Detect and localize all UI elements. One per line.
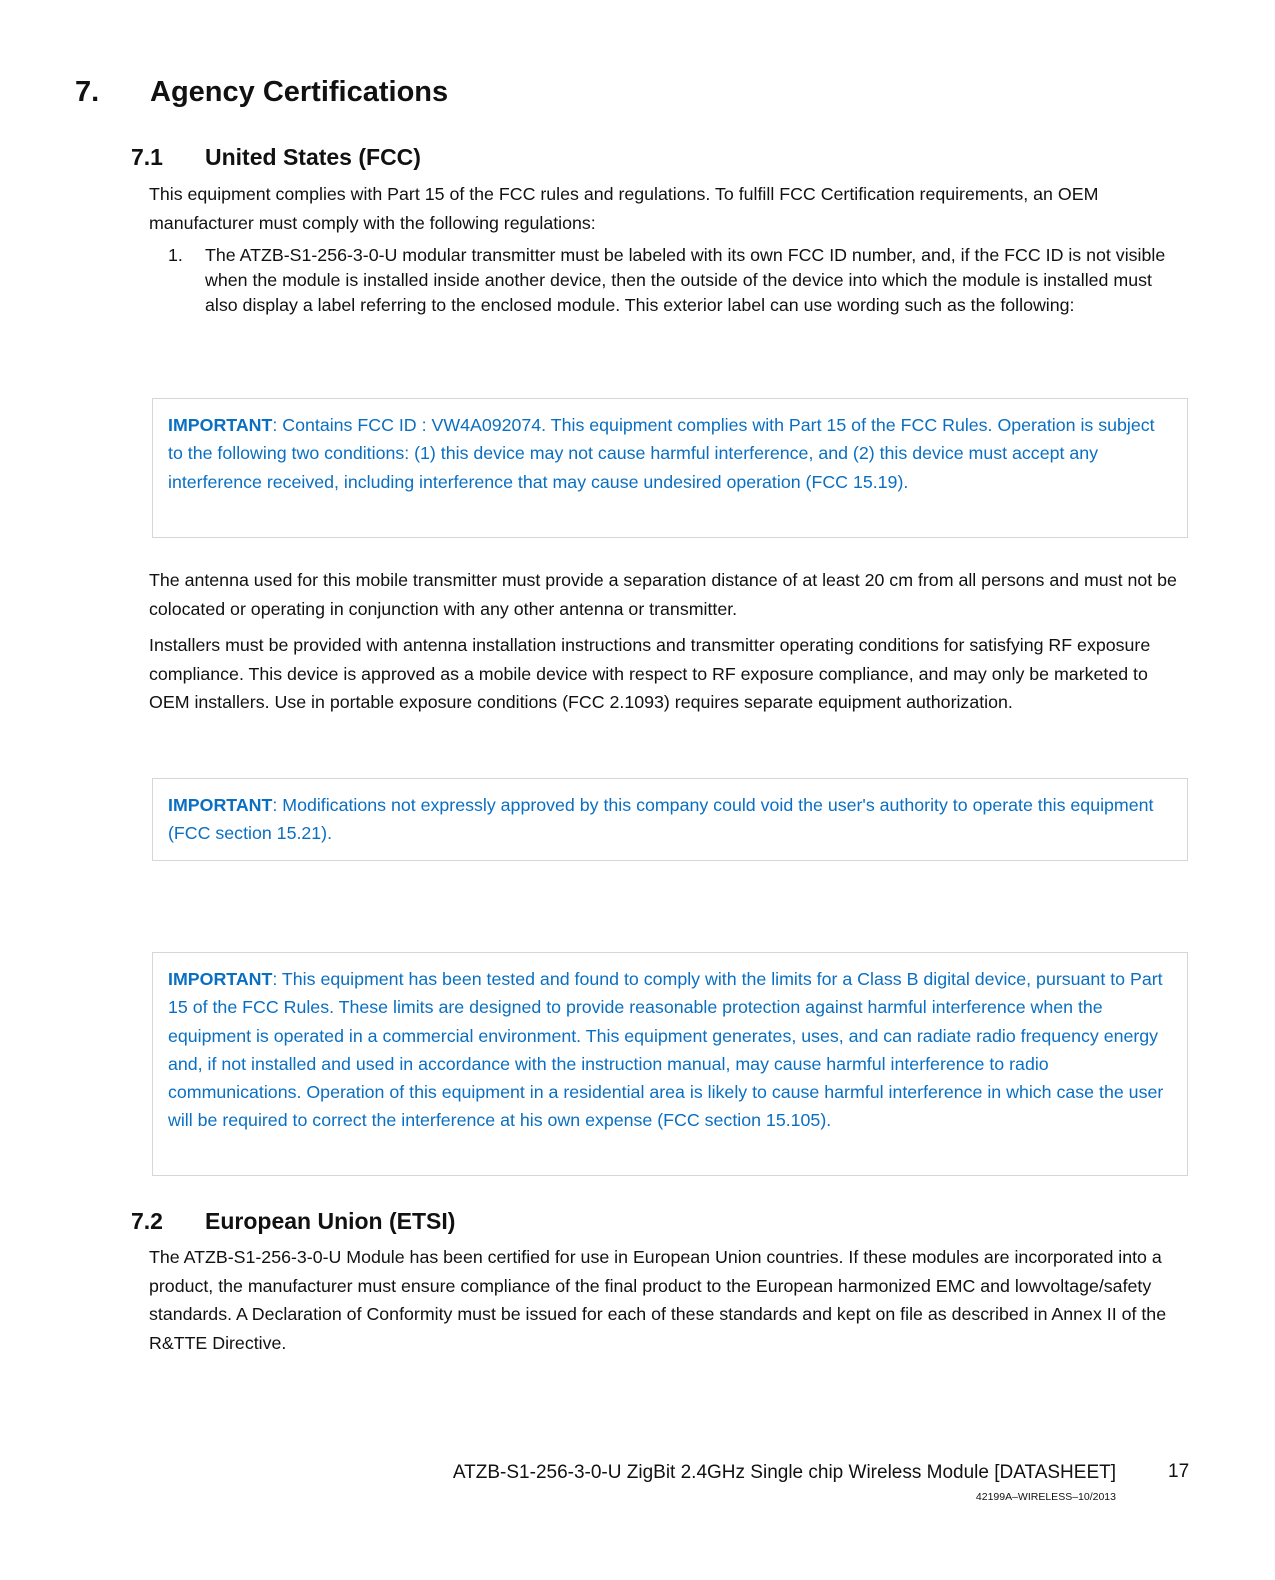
section-7-1-title: United States (FCC)	[205, 144, 421, 170]
important-notice-text: : Contains FCC ID : VW4A092074. This equipment complies with Part 15 of the FCC Rules. Operation is subject to the following two conditions: (1) this device may not cause harmful interference, and (2) this device must accept any interference received, including interference that may cause undesired operation (FCC 15.19).	[168, 415, 1155, 492]
section-7-2-number: 7.2	[131, 1208, 163, 1234]
section-7-heading	[75, 76, 448, 109]
section-7-1-number: 7.1	[131, 144, 163, 170]
important-label: IMPORTANT	[168, 415, 273, 435]
etsi-paragraph: The ATZB-S1-256-3-0-U Module has been certified for use in European Union countries. If these modules are incorporated into a product, the manufacturer must ensure compliance of the final product to the European harmonized EMC and lowvoltage/safety standards. A Declaration of Conformity must be issued for each of these standards and kept on file as described in Annex II of the R&TTE Directive.	[149, 1247, 1167, 1353]
important-notice-text: : This equipment has been tested and found to comply with the limits for a Class B digital device, pursuant to Part 15 of the FCC Rules. These limits are designed to provide reasonable protection against harmful interference when the equipment is operated in a commercial environment. This equipment generates, uses, and can radiate radio frequency energy and, if not installed and used in accordance with the instruction manual, may cause harmful interference to radio communications. Operation of this equipment in a residential area is likely to cause harmful interference in which case the user will be required to correct the interference at his own expense (FCC section 15.105).	[168, 969, 1164, 1131]
important-notice-fcc-id	[152, 398, 1188, 538]
section-7-1-heading	[131, 144, 421, 171]
footer-document-id: 42199A–WIRELESS–10/2013	[975, 1491, 1116, 1503]
list-item-text: The ATZB-S1-256-3-0-U modular transmitter must be labeled with its own FCC ID number, and, if the FCC ID is not visible when the module is installed inside another device, then the outside of the device into which the module is installed must also display a label referring to the enclosed module. This exterior label can use wording such as the following:	[205, 245, 1166, 315]
important-label: IMPORTANT	[168, 969, 273, 989]
section-7-2-heading	[131, 1208, 455, 1235]
important-notice-modifications	[152, 778, 1188, 861]
important-notice-text: : Modifications not expressly approved by this company could void the user's authority to operate this equipment (FCC section 15.21).	[168, 795, 1154, 844]
footer-document-title: ATZB-S1-256-3-0-U ZigBit 2.4GHz Single chip Wireless Module [DATASHEET]	[452, 1462, 1116, 1483]
important-label: IMPORTANT	[168, 795, 273, 815]
fcc-intro-paragraph: This equipment complies with Part 15 of the FCC rules and regulations. To fulfill FCC Certification requirements, an OEM manufacturer must comply with the following regulations:	[149, 184, 1099, 233]
list-item-number: 1.	[168, 245, 183, 265]
section-7-2-title: European Union (ETSI)	[205, 1208, 456, 1234]
installers-paragraph: Installers must be provided with antenna installation instructions and transmitter operating conditions for satisfying RF exposure compliance. This device is approved as a mobile device with respect to RF exposure compliance, and may only be marketed to OEM installers. Use in portable exposure conditions (FCC 2.1093) requires separate equipment authorization.	[149, 635, 1151, 712]
page-number: 17	[1168, 1461, 1190, 1482]
section-7-title: Agency Certifications	[150, 76, 449, 108]
important-notice-class-b	[152, 952, 1188, 1176]
antenna-paragraph: The antenna used for this mobile transmitter must provide a separation distance of at least 20 cm from all persons and must not be colocated or operating in conjunction with any other antenna or transmitter.	[149, 570, 1177, 619]
section-7-number: 7.	[75, 76, 100, 108]
fcc-requirements-list	[168, 243, 1188, 318]
